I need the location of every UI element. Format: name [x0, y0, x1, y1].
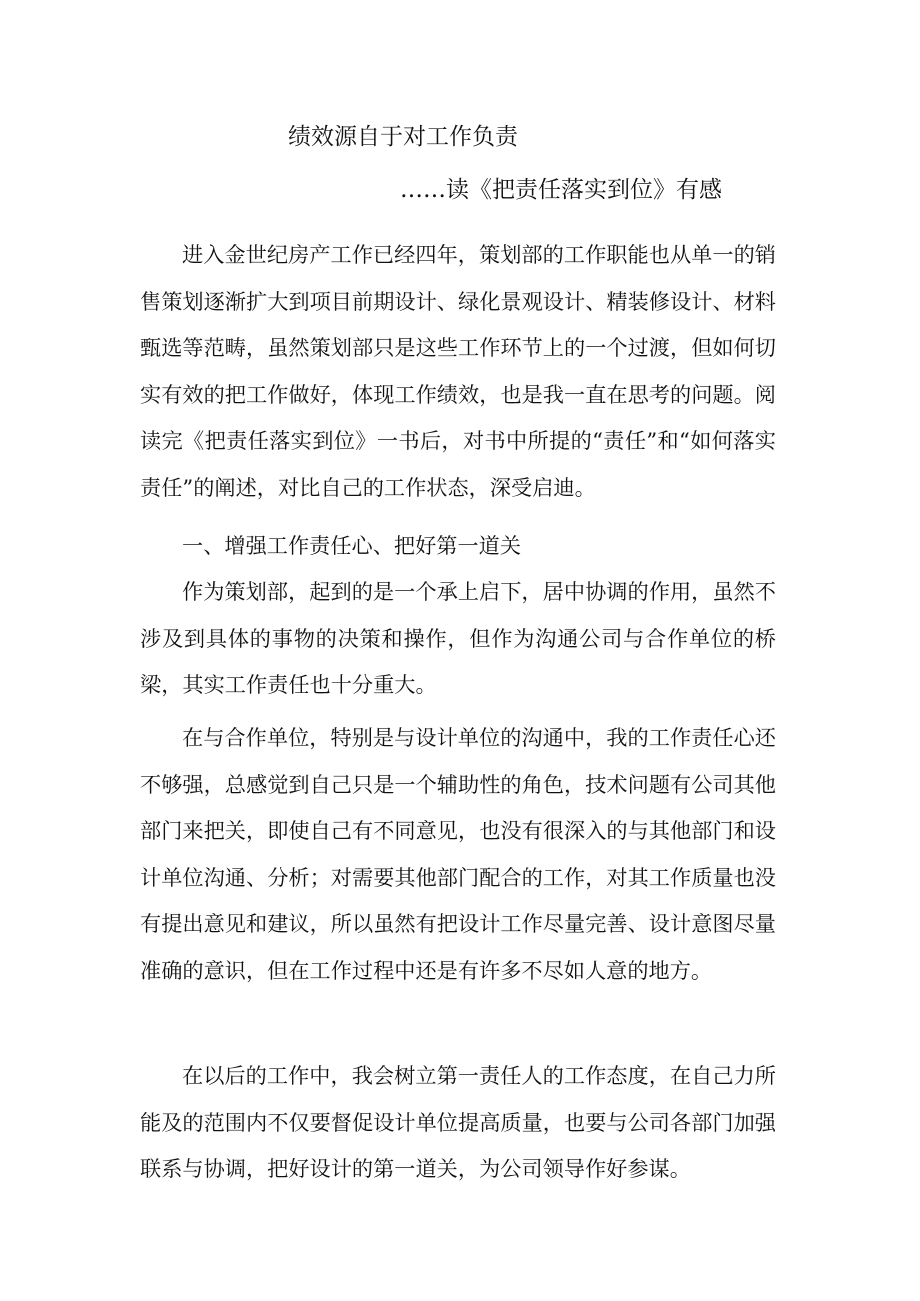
section-heading-1: 一、增强工作责任心、把好第一道关: [182, 533, 522, 558]
paragraph-reflection: 在与合作单位，特别是与设计单位的沟通中，我的工作责任心还不够强，总感觉到自己只是一个辅助性的角色，技术问题有公司其他部门来把关，即使自己有不同意见，也没有很深入的与其他部门和设计单位沟通、分析；对需要其他部门配合的工作，对其工作质量也没有提出意见和建议，所以虽然有把设计工作尽量完善、设计意图尽量准确的意识，但在工作过程中还是有许多不尽如人意的地方。: [140, 725, 776, 983]
paragraph-intro: 进入金世纪房产工作已经四年，策划部的工作职能也从单一的销售策划逐渐扩大到项目前期设计、绿化景观设计、精装修设计、材料甄选等范畴，虽然策划部只是这些工作环节上的一个过渡，但如何切实有效的把工作做好，体现工作绩效，也是我一直在思考的问题。阅读完《把责任落实到位》一书后，对书中所提的“责任”和“如何落实责任”的阐述，对比自己的工作状态，深受启迪。: [140, 242, 776, 500]
paragraph-role: 作为策划部，起到的是一个承上启下，居中协调的作用，虽然不涉及到具体的事物的决策和操作，但作为沟通公司与合作单位的桥梁，其实工作责任也十分重大。: [140, 579, 776, 697]
paragraph-plan: 在以后的工作中，我会树立第一责任人的工作态度，在自己力所能及的范围内不仅要督促设计单位提高质量，也要与公司各部门加强联系与协调，把好设计的第一道关，为公司领导作好参谋。: [140, 1063, 776, 1181]
document-title: 绩效源自于对工作负责: [288, 124, 518, 150]
document-subtitle: ……读《把责任落实到位》有感: [400, 177, 722, 203]
